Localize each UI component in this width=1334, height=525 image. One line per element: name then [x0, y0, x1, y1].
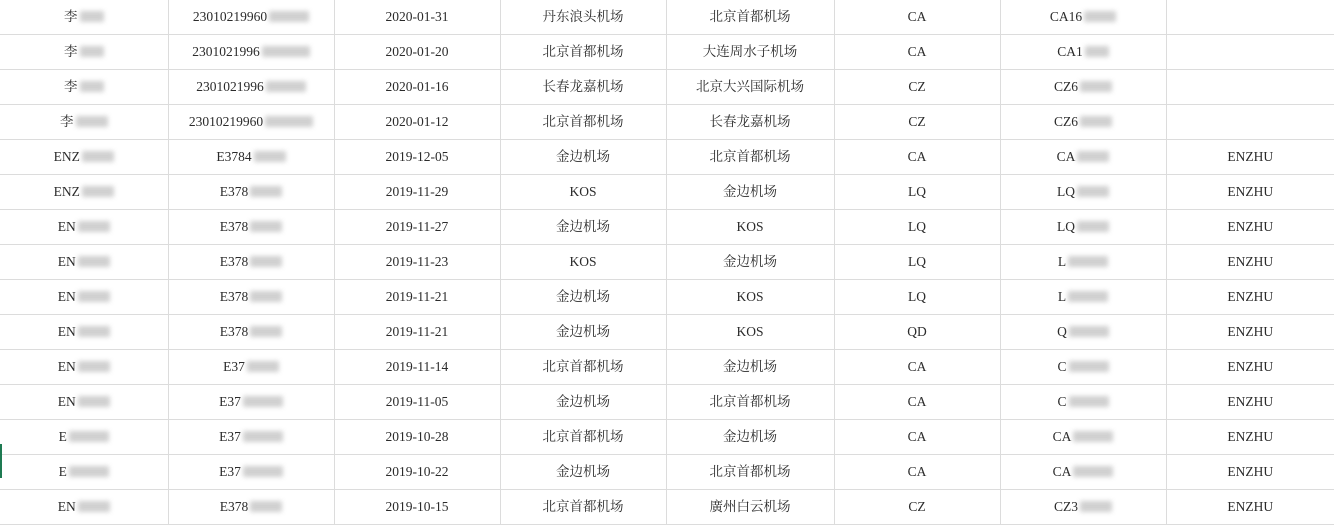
cell-name[interactable]	[0, 105, 168, 140]
cell-date-text: 2019-11-14	[385, 359, 449, 374]
cell-selection-marker	[0, 444, 2, 478]
cell-operator[interactable]	[1166, 385, 1334, 420]
cell-airline-code[interactable]	[834, 175, 1000, 210]
cell-departure-airport[interactable]	[500, 210, 666, 245]
cell-name-text: EN	[57, 324, 76, 339]
cell-arrival-airport[interactable]	[666, 0, 834, 35]
cell-arrival-airport[interactable]	[666, 35, 834, 70]
cell-flight-number[interactable]	[1000, 105, 1166, 140]
redacted-text-block	[265, 116, 313, 127]
redacted-text-block	[78, 291, 110, 302]
cell-airline-code[interactable]	[834, 455, 1000, 490]
table-row[interactable]	[0, 140, 1334, 175]
cell-departure-airport-text: 北京首都机场	[542, 429, 624, 444]
cell-date[interactable]	[334, 350, 500, 385]
cell-date[interactable]	[334, 455, 500, 490]
cell-date-text: 2020-01-16	[385, 79, 449, 94]
cell-departure-airport[interactable]	[500, 175, 666, 210]
cell-date[interactable]	[334, 210, 500, 245]
cell-name[interactable]	[0, 70, 168, 105]
cell-operator[interactable]	[1166, 315, 1334, 350]
cell-date[interactable]	[334, 420, 500, 455]
redacted-text-block	[250, 291, 282, 302]
cell-departure-airport-text: KOS	[569, 184, 597, 199]
cell-id-number[interactable]	[168, 0, 334, 35]
cell-flight-number[interactable]	[1000, 385, 1166, 420]
cell-airline-code-text: LQ	[908, 254, 926, 269]
table-row[interactable]	[0, 35, 1334, 70]
redacted-text-block	[250, 186, 282, 197]
cell-name-text: EN	[57, 359, 76, 374]
cell-name-text: 李	[64, 44, 78, 59]
cell-operator[interactable]	[1166, 0, 1334, 35]
cell-operator-text: ENZHU	[1227, 394, 1274, 409]
cell-id-number-text: 2301021996	[192, 44, 260, 59]
cell-date-text: 2019-11-21	[385, 289, 449, 304]
cell-operator[interactable]	[1166, 175, 1334, 210]
cell-name[interactable]	[0, 210, 168, 245]
cell-id-number[interactable]	[168, 490, 334, 525]
cell-airline-code-text: LQ	[908, 289, 926, 304]
cell-id-number-text: E3784	[216, 149, 252, 164]
table-row[interactable]	[0, 455, 1334, 490]
cell-id-number-text: 23010219960	[188, 114, 264, 129]
redacted-text-block	[243, 431, 283, 442]
cell-id-number[interactable]	[168, 350, 334, 385]
cell-operator-text: ENZHU	[1227, 219, 1274, 234]
cell-date[interactable]	[334, 140, 500, 175]
cell-operator[interactable]	[1166, 70, 1334, 105]
cell-departure-airport[interactable]	[500, 280, 666, 315]
cell-flight-number-text: Q	[1057, 324, 1067, 339]
cell-date-text: 2019-11-29	[385, 184, 449, 199]
cell-flight-number[interactable]	[1000, 280, 1166, 315]
cell-airline-code[interactable]	[834, 245, 1000, 280]
cell-departure-airport-text: 金边机场	[556, 149, 610, 164]
cell-date-text: 2019-12-05	[385, 149, 449, 164]
cell-id-number[interactable]	[168, 210, 334, 245]
cell-arrival-airport-text: KOS	[736, 219, 764, 234]
cell-airline-code-text: CA	[907, 149, 927, 164]
cell-date[interactable]	[334, 245, 500, 280]
cell-flight-number[interactable]	[1000, 0, 1166, 35]
cell-date[interactable]	[334, 70, 500, 105]
cell-name[interactable]	[0, 490, 168, 525]
cell-departure-airport[interactable]	[500, 420, 666, 455]
redacted-text-block	[1073, 431, 1113, 442]
cell-arrival-airport-text: 廣州白云机场	[709, 499, 791, 514]
redacted-text-block	[78, 326, 110, 337]
cell-flight-number-text: LQ	[1057, 219, 1075, 234]
redacted-text-block	[1069, 396, 1109, 407]
cell-airline-code[interactable]	[834, 385, 1000, 420]
cell-departure-airport-text: KOS	[569, 254, 597, 269]
cell-name[interactable]	[0, 350, 168, 385]
redacted-text-block	[243, 396, 283, 407]
cell-date-text: 2019-10-22	[385, 464, 449, 479]
cell-arrival-airport-text: 大连周水子机场	[702, 44, 798, 59]
cell-flight-number[interactable]	[1000, 140, 1166, 175]
cell-airline-code[interactable]	[834, 105, 1000, 140]
cell-id-number[interactable]	[168, 420, 334, 455]
cell-flight-number-text: CZ3	[1053, 499, 1078, 514]
cell-operator[interactable]	[1166, 140, 1334, 175]
cell-flight-number[interactable]	[1000, 315, 1166, 350]
cell-id-number-text: E378	[219, 499, 249, 514]
cell-arrival-airport[interactable]	[666, 245, 834, 280]
redacted-text-block	[1077, 186, 1109, 197]
cell-name-text: EN	[57, 219, 76, 234]
cell-airline-code[interactable]	[834, 210, 1000, 245]
cell-departure-airport-text: 北京首都机场	[542, 359, 624, 374]
cell-operator-text: ENZHU	[1227, 499, 1274, 514]
redacted-text-block	[80, 46, 104, 57]
table-row[interactable]	[0, 315, 1334, 350]
table-row[interactable]	[0, 420, 1334, 455]
cell-airline-code-text: CA	[907, 359, 927, 374]
cell-id-number[interactable]	[168, 315, 334, 350]
cell-airline-code-text: CA	[907, 394, 927, 409]
cell-flight-number[interactable]	[1000, 420, 1166, 455]
redacted-text-block	[1068, 256, 1108, 267]
cell-arrival-airport[interactable]	[666, 105, 834, 140]
cell-airline-code-text: CZ	[908, 79, 926, 94]
cell-operator[interactable]	[1166, 350, 1334, 385]
cell-departure-airport[interactable]	[500, 105, 666, 140]
redacted-text-block	[69, 466, 109, 477]
cell-airline-code-text: CA	[907, 464, 927, 479]
cell-arrival-airport[interactable]	[666, 280, 834, 315]
cell-arrival-airport[interactable]	[666, 210, 834, 245]
cell-name[interactable]	[0, 385, 168, 420]
cell-airline-code-text: CA	[907, 44, 927, 59]
cell-arrival-airport-text: 北京首都机场	[709, 464, 791, 479]
redacted-text-block	[250, 256, 282, 267]
cell-date-text: 2020-01-20	[385, 44, 449, 59]
redacted-text-block	[1084, 11, 1116, 22]
table-row[interactable]	[0, 490, 1334, 525]
cell-arrival-airport[interactable]	[666, 455, 834, 490]
cell-operator-text: ENZHU	[1227, 149, 1274, 164]
redacted-text-block	[1085, 46, 1109, 57]
cell-name-text: EN	[57, 254, 76, 269]
cell-departure-airport[interactable]	[500, 385, 666, 420]
cell-flight-number-text: C	[1057, 359, 1067, 374]
cell-name[interactable]	[0, 0, 168, 35]
cell-arrival-airport[interactable]	[666, 490, 834, 525]
cell-operator[interactable]	[1166, 455, 1334, 490]
redacted-text-block	[1069, 361, 1109, 372]
cell-arrival-airport-text: 金边机场	[723, 429, 777, 444]
cell-id-number-text: E37	[223, 359, 245, 374]
cell-flight-number-text: CA	[1052, 429, 1072, 444]
cell-flight-number-text: CZ6	[1053, 114, 1078, 129]
cell-flight-number[interactable]	[1000, 455, 1166, 490]
cell-operator-text: ENZHU	[1227, 359, 1274, 374]
redacted-text-block	[250, 501, 282, 512]
cell-arrival-airport-text: 金边机场	[723, 184, 777, 199]
cell-departure-airport-text: 北京首都机场	[542, 114, 624, 129]
cell-name-text: 李	[60, 114, 74, 129]
cell-operator-text: ENZHU	[1227, 429, 1274, 444]
cell-airline-code-text: CZ	[908, 114, 926, 129]
cell-id-number-text: 2301021996	[196, 79, 264, 94]
cell-departure-airport-text: 金边机场	[556, 464, 610, 479]
cell-operator-text: ENZHU	[1227, 324, 1274, 339]
cell-departure-airport[interactable]	[500, 490, 666, 525]
cell-name-text: EN	[57, 394, 76, 409]
cell-airline-code-text: CA	[907, 429, 927, 444]
cell-id-number-text: E37	[219, 394, 241, 409]
redacted-text-block	[80, 11, 104, 22]
redacted-text-block	[1073, 466, 1113, 477]
cell-date[interactable]	[334, 175, 500, 210]
cell-name[interactable]	[0, 175, 168, 210]
cell-arrival-airport-text: 北京首都机场	[709, 9, 791, 24]
cell-departure-airport[interactable]	[500, 70, 666, 105]
cell-airline-code[interactable]	[834, 420, 1000, 455]
cell-flight-number[interactable]	[1000, 35, 1166, 70]
cell-arrival-airport-text: 金边机场	[723, 254, 777, 269]
cell-flight-number-text: LQ	[1057, 184, 1075, 199]
cell-departure-airport-text: 北京首都机场	[542, 44, 624, 59]
cell-flight-number-text: CZ6	[1053, 79, 1078, 94]
cell-id-number[interactable]	[168, 175, 334, 210]
cell-flight-number[interactable]	[1000, 70, 1166, 105]
cell-date[interactable]	[334, 280, 500, 315]
cell-operator-text: ENZHU	[1227, 254, 1274, 269]
cell-operator[interactable]	[1166, 420, 1334, 455]
table-row[interactable]	[0, 245, 1334, 280]
cell-arrival-airport[interactable]	[666, 70, 834, 105]
cell-name[interactable]	[0, 420, 168, 455]
redacted-text-block	[1077, 151, 1109, 162]
cell-departure-airport-text: 金边机场	[556, 324, 610, 339]
cell-departure-airport-text: 金边机场	[556, 289, 610, 304]
cell-arrival-airport[interactable]	[666, 175, 834, 210]
redacted-text-block	[82, 151, 114, 162]
cell-departure-airport-text: 丹东浪头机场	[542, 9, 624, 24]
cell-flight-number-text: L	[1057, 289, 1067, 304]
redacted-text-block	[1077, 221, 1109, 232]
cell-airline-code[interactable]	[834, 350, 1000, 385]
redacted-text-block	[1069, 326, 1109, 337]
cell-name-text: 李	[64, 9, 78, 24]
cell-airline-code-text: CZ	[908, 499, 926, 514]
redacted-text-block	[1080, 81, 1112, 92]
cell-name-text: E	[58, 464, 67, 479]
cell-id-number[interactable]	[168, 70, 334, 105]
cell-flight-number[interactable]	[1000, 245, 1166, 280]
cell-id-number[interactable]	[168, 105, 334, 140]
cell-id-number-text: E378	[219, 219, 249, 234]
cell-id-number[interactable]	[168, 385, 334, 420]
redacted-text-block	[266, 81, 306, 92]
cell-name[interactable]	[0, 245, 168, 280]
cell-airline-code[interactable]	[834, 35, 1000, 70]
cell-operator-text: ENZHU	[1227, 464, 1274, 479]
redacted-text-block	[247, 361, 279, 372]
redacted-text-block	[78, 361, 110, 372]
cell-flight-number[interactable]	[1000, 210, 1166, 245]
cell-name[interactable]	[0, 315, 168, 350]
cell-arrival-airport[interactable]	[666, 350, 834, 385]
cell-departure-airport[interactable]	[500, 245, 666, 280]
cell-name[interactable]	[0, 455, 168, 490]
table-row[interactable]	[0, 0, 1334, 35]
cell-date-text: 2019-11-23	[385, 254, 449, 269]
cell-flight-number-text: CA1	[1057, 44, 1083, 59]
cell-flight-number-text: C	[1057, 394, 1067, 409]
redacted-text-block	[1068, 291, 1108, 302]
cell-arrival-airport-text: KOS	[736, 324, 764, 339]
cell-arrival-airport-text: 金边机场	[723, 359, 777, 374]
redacted-text-block	[76, 116, 108, 127]
cell-date[interactable]	[334, 105, 500, 140]
cell-airline-code[interactable]	[834, 0, 1000, 35]
cell-id-number-text: E378	[219, 184, 249, 199]
cell-id-number[interactable]	[168, 280, 334, 315]
cell-date-text: 2020-01-12	[385, 114, 449, 129]
cell-departure-airport[interactable]	[500, 455, 666, 490]
cell-name-text: ENZ	[53, 149, 80, 164]
cell-date-text: 2019-10-28	[385, 429, 449, 444]
table-row[interactable]	[0, 280, 1334, 315]
cell-arrival-airport[interactable]	[666, 385, 834, 420]
redacted-text-block	[69, 431, 109, 442]
cell-date-text: 2019-11-21	[385, 324, 449, 339]
table-row[interactable]	[0, 385, 1334, 420]
cell-id-number-text: 23010219960	[192, 9, 268, 24]
redacted-text-block	[78, 501, 110, 512]
cell-id-number[interactable]	[168, 245, 334, 280]
cell-operator[interactable]	[1166, 280, 1334, 315]
redacted-text-block	[78, 221, 110, 232]
cell-id-number-text: E37	[219, 464, 241, 479]
cell-departure-airport[interactable]	[500, 140, 666, 175]
cell-arrival-airport[interactable]	[666, 420, 834, 455]
cell-flight-number-text: CA	[1052, 464, 1072, 479]
cell-operator[interactable]	[1166, 210, 1334, 245]
redacted-text-block	[250, 221, 282, 232]
cell-id-number-text: E378	[219, 289, 249, 304]
cell-arrival-airport[interactable]	[666, 140, 834, 175]
cell-operator-text: ENZHU	[1227, 289, 1274, 304]
cell-operator[interactable]	[1166, 490, 1334, 525]
cell-id-number-text: E37	[219, 429, 241, 444]
cell-operator-text: ENZHU	[1227, 184, 1274, 199]
cell-date[interactable]	[334, 35, 500, 70]
cell-airline-code-text: LQ	[908, 219, 926, 234]
cell-operator[interactable]	[1166, 35, 1334, 70]
cell-flight-number[interactable]	[1000, 175, 1166, 210]
cell-airline-code[interactable]	[834, 140, 1000, 175]
cell-date[interactable]	[334, 490, 500, 525]
redacted-text-block	[78, 396, 110, 407]
cell-date-text: 2019-10-15	[385, 499, 449, 514]
cell-airline-code-text: CA	[907, 9, 927, 24]
cell-date[interactable]	[334, 315, 500, 350]
cell-date[interactable]	[334, 385, 500, 420]
cell-arrival-airport-text: 北京大兴国际机场	[696, 79, 804, 94]
cell-arrival-airport[interactable]	[666, 315, 834, 350]
cell-departure-airport[interactable]	[500, 350, 666, 385]
redacted-text-block	[80, 81, 104, 92]
cell-name-text: EN	[57, 499, 76, 514]
cell-departure-airport-text: 金边机场	[556, 394, 610, 409]
cell-arrival-airport-text: KOS	[736, 289, 764, 304]
cell-name-text: ENZ	[53, 184, 80, 199]
redacted-text-block	[1080, 501, 1112, 512]
redacted-text-block	[78, 256, 110, 267]
cell-flight-number-text: CA	[1056, 149, 1076, 164]
cell-flight-number[interactable]	[1000, 490, 1166, 525]
redacted-text-block	[254, 151, 286, 162]
table-row[interactable]	[0, 350, 1334, 385]
redacted-text-block	[82, 186, 114, 197]
cell-date[interactable]	[334, 0, 500, 35]
cell-departure-airport-text: 金边机场	[556, 219, 610, 234]
cell-airline-code[interactable]	[834, 70, 1000, 105]
cell-arrival-airport-text: 北京首都机场	[709, 149, 791, 164]
redacted-text-block	[1080, 116, 1112, 127]
cell-name-text: EN	[57, 289, 76, 304]
cell-date-text: 2019-11-27	[385, 219, 449, 234]
cell-flight-number-text: L	[1057, 254, 1067, 269]
cell-departure-airport-text: 长春龙嘉机场	[542, 79, 624, 94]
redacted-text-block	[243, 466, 283, 477]
table-row[interactable]	[0, 70, 1334, 105]
cell-flight-number[interactable]	[1000, 350, 1166, 385]
cell-airline-code-text: LQ	[908, 184, 926, 199]
cell-id-number[interactable]	[168, 140, 334, 175]
table-row[interactable]	[0, 210, 1334, 245]
redacted-text-block	[250, 326, 282, 337]
cell-date-text: 2019-11-05	[385, 394, 449, 409]
cell-arrival-airport-text: 北京首都机场	[709, 394, 791, 409]
cell-date-text: 2020-01-31	[385, 9, 449, 24]
cell-airline-code[interactable]	[834, 315, 1000, 350]
cell-id-number[interactable]	[168, 455, 334, 490]
cell-departure-airport[interactable]	[500, 315, 666, 350]
redacted-text-block	[269, 11, 309, 22]
cell-departure-airport[interactable]	[500, 0, 666, 35]
cell-id-number[interactable]	[168, 35, 334, 70]
cell-airline-code[interactable]	[834, 490, 1000, 525]
cell-airline-code[interactable]	[834, 280, 1000, 315]
table-row[interactable]	[0, 105, 1334, 140]
cell-operator[interactable]	[1166, 245, 1334, 280]
cell-id-number-text: E378	[219, 324, 249, 339]
cell-name[interactable]	[0, 280, 168, 315]
redacted-text-block	[262, 46, 310, 57]
cell-id-number-text: E378	[219, 254, 249, 269]
cell-name[interactable]	[0, 35, 168, 70]
cell-name[interactable]	[0, 140, 168, 175]
cell-operator[interactable]	[1166, 105, 1334, 140]
table-row[interactable]	[0, 175, 1334, 210]
cell-name-text: 李	[64, 79, 78, 94]
cell-airline-code-text: QD	[907, 324, 927, 339]
cell-name-text: E	[58, 429, 67, 444]
cell-arrival-airport-text: 长春龙嘉机场	[709, 114, 791, 129]
cell-departure-airport[interactable]	[500, 35, 666, 70]
cell-flight-number-text: CA16	[1049, 9, 1083, 24]
cell-departure-airport-text: 北京首都机场	[542, 499, 624, 514]
